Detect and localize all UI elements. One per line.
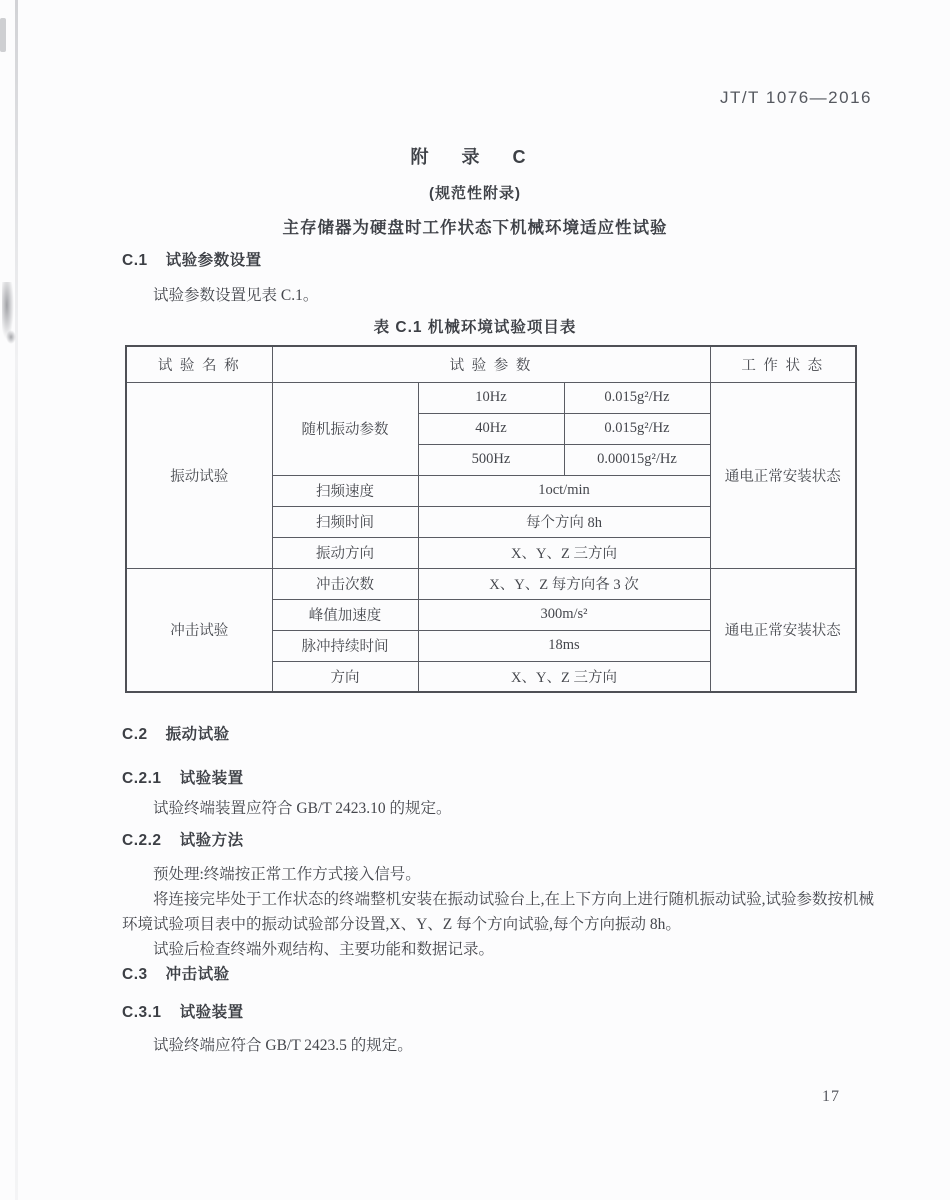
cell-param-label: 峰值加速度 bbox=[272, 599, 418, 630]
cell-param-label: 扫频时间 bbox=[272, 506, 418, 537]
cell-psd-value: 0.015g²/Hz bbox=[564, 413, 710, 444]
paragraph: 试验后检查终端外观结构、主要功能和数据记录。 bbox=[153, 941, 495, 958]
cell-psd-value: 0.00015g²/Hz bbox=[564, 444, 710, 475]
cell-frequency: 40Hz bbox=[418, 413, 564, 444]
section-number: C.2.2 bbox=[122, 832, 162, 849]
cell-psd-value: 0.015g²/Hz bbox=[564, 382, 710, 413]
section-c22-heading bbox=[122, 828, 874, 850]
section-c3-heading bbox=[122, 962, 874, 984]
section-c31-heading bbox=[122, 1000, 874, 1022]
cell-frequency: 10Hz bbox=[418, 382, 564, 413]
cell-vibration-test-name: 振动试验 bbox=[126, 382, 272, 568]
section-number: C.2 bbox=[122, 726, 148, 743]
section-c31-body bbox=[122, 1033, 874, 1058]
appendix-title-block bbox=[0, 143, 950, 238]
section-title: 试验参数设置 bbox=[165, 252, 262, 269]
section-c1-heading bbox=[122, 248, 874, 270]
section-number: C.3.1 bbox=[122, 1004, 162, 1021]
standard-number: JT/T 1076—2016 bbox=[719, 88, 872, 107]
cell-param-value: 每个方向 8h bbox=[418, 506, 710, 537]
table-caption: 表 C.1 机械环境试验项目表 bbox=[373, 319, 577, 336]
paragraph: 将连接完毕处于工作状态的终端整机安装在振动试验台上,在上下方向上进行随机振动试验,试验参数按机械环境试验项目表中的振动试验部分设置,X、Y、Z 每个方向试验,每个方向振动 8h。 bbox=[122, 891, 874, 933]
table-header-row bbox=[126, 346, 856, 382]
cell-param-value: 1oct/min bbox=[418, 475, 710, 506]
col-header-working-status: 工 作 状 态 bbox=[710, 346, 856, 382]
col-header-test-name: 试 验 名 称 bbox=[126, 346, 272, 382]
cell-shock-status: 通电正常安装状态 bbox=[710, 568, 856, 692]
section-c2-heading bbox=[122, 722, 874, 744]
cell-param-value: 18ms bbox=[418, 630, 710, 661]
cell-param-value: X、Y、Z 每方向各 3 次 bbox=[418, 568, 710, 599]
section-title: 试验方法 bbox=[179, 832, 244, 849]
section-number: C.2.1 bbox=[122, 770, 162, 787]
mechanical-environment-test-table bbox=[125, 345, 857, 693]
cell-shock-test-name: 冲击试验 bbox=[126, 568, 272, 692]
section-number: C.1 bbox=[122, 252, 148, 269]
cell-param-label: 冲击次数 bbox=[272, 568, 418, 599]
cell-frequency: 500Hz bbox=[418, 444, 564, 475]
cell-param-label: 扫频速度 bbox=[272, 475, 418, 506]
page-number: 17 bbox=[822, 1088, 840, 1105]
cell-param-label: 方向 bbox=[272, 661, 418, 692]
col-header-test-params: 试 验 参 数 bbox=[272, 346, 710, 382]
scan-corner-artifact bbox=[0, 18, 6, 52]
cell-random-vibration-label: 随机振动参数 bbox=[272, 382, 418, 475]
table-row bbox=[126, 382, 856, 413]
appendix-subtitle: (规范性附录) bbox=[429, 185, 521, 202]
section-title: 试验装置 bbox=[179, 770, 244, 787]
cell-param-value: X、Y、Z 三方向 bbox=[418, 661, 710, 692]
paragraph: 预处理:终端按正常工作方式接入信号。 bbox=[153, 866, 421, 883]
paragraph: 试验终端装置应符合 GB/T 2423.10 的规定。 bbox=[153, 800, 452, 817]
section-title: 试验装置 bbox=[179, 1004, 244, 1021]
cell-param-label: 振动方向 bbox=[272, 537, 418, 568]
cell-param-value: X、Y、Z 三方向 bbox=[418, 537, 710, 568]
section-c21-body bbox=[122, 796, 874, 821]
section-number: C.3 bbox=[122, 966, 148, 983]
paragraph: 试验终端应符合 GB/T 2423.5 的规定。 bbox=[153, 1037, 413, 1054]
section-title: 振动试验 bbox=[165, 726, 230, 743]
section-c1-body bbox=[122, 283, 874, 308]
appendix-description: 主存储器为硬盘时工作状态下机械环境适应性试验 bbox=[282, 219, 668, 237]
table-row bbox=[126, 568, 856, 599]
paragraph: 试验参数设置见表 C.1。 bbox=[153, 287, 319, 304]
section-c21-heading bbox=[122, 766, 874, 788]
cell-param-value: 300m/s² bbox=[418, 599, 710, 630]
cell-param-label: 脉冲持续时间 bbox=[272, 630, 418, 661]
cell-vibration-status: 通电正常安装状态 bbox=[710, 382, 856, 568]
appendix-title: 附 录 C bbox=[410, 147, 540, 167]
section-title: 冲击试验 bbox=[165, 966, 230, 983]
section-c22-body bbox=[122, 862, 874, 962]
